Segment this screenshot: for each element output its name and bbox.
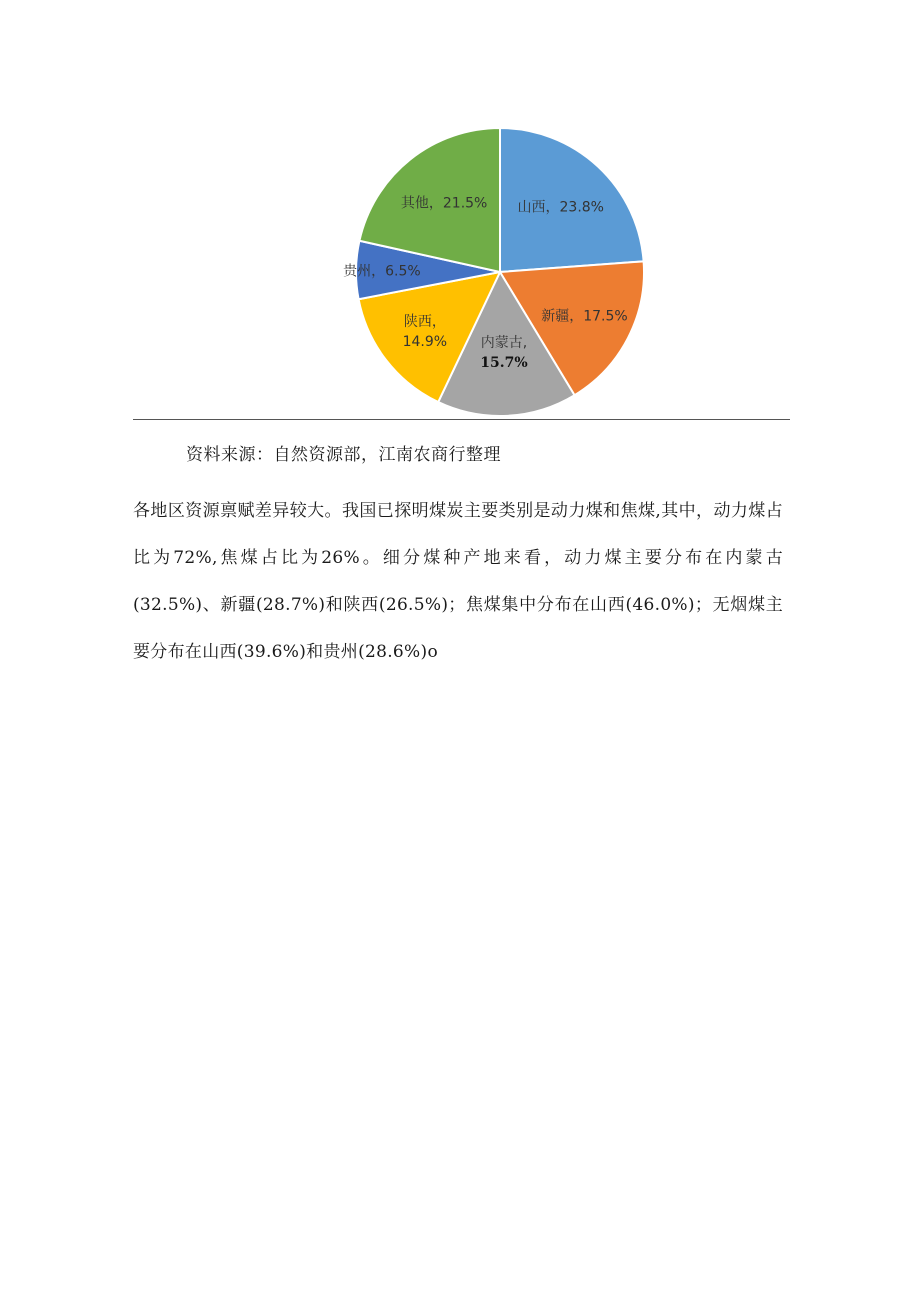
pie-label-5: 其他，21.5% [400,195,488,212]
source-note: 资料来源：自然资源部，江南农商行整理 [186,445,501,465]
coal-reserves-pie-chart [0,0,920,420]
pie-label-1: 新疆，17.5% [541,308,628,325]
pie-label-2: 内蒙古, [480,335,528,352]
pie-label-value-2: 15.7% [480,355,528,372]
pie-label-0: 山西，23.8% [517,199,604,216]
body-paragraph: 各地区资源禀赋差异较大。我国已探明煤炭主要类别是动力煤和焦煤,其中，动力煤占比为72%,焦煤占比为26%。细分煤种产地来看，动力煤主要分布在内蒙古(32.5%)、新疆(28.7%)和陕西(26.5%)；焦煤集中分布在山西(46.0%)；无烟煤主要分布在山西(39.6%)和贵州(28.6%)o [133,501,783,662]
divider-line [133,419,790,420]
pie-label-value-3: 14.9% [402,334,448,351]
pie-label-3: 陕西， [403,314,446,331]
pie-chart-svg [0,0,920,420]
pie-label-4: 贵州，6.5% [343,263,421,280]
